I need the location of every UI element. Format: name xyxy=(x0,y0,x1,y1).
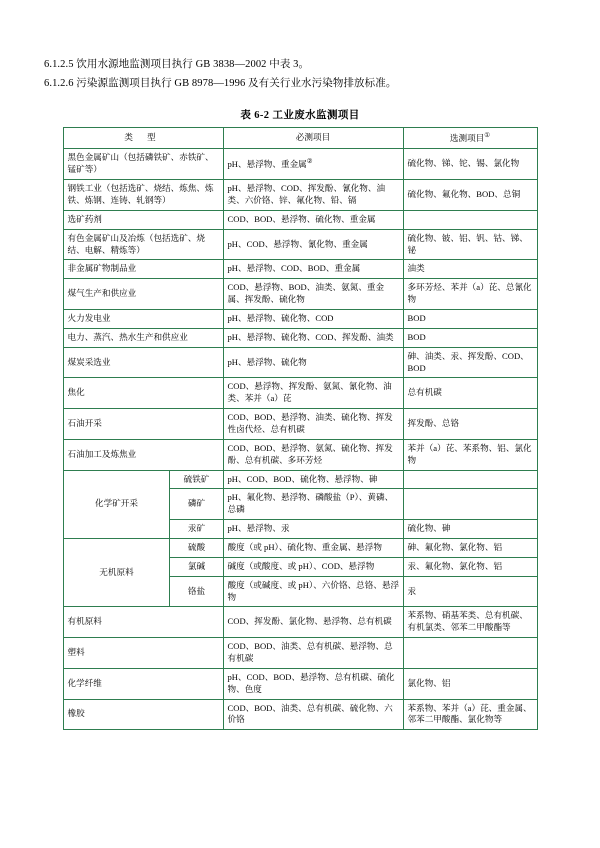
cell-required: pH、悬浮物、COD、BOD、重金属 xyxy=(223,260,403,279)
cell-optional: 多环芳烃、苯并（a）芘、总氰化物 xyxy=(403,279,537,310)
cell-optional: BOD xyxy=(403,328,537,347)
table-row xyxy=(63,149,537,180)
paragraph-6-1-2-6: 6.1.2.6 污染源监测项目执行 GB 8978—1996 及有关行业水污染物排放标准。 xyxy=(44,78,397,90)
cell-subcategory: 氯碱 xyxy=(169,557,223,576)
cell-required: COD、挥发酚、氯化物、悬浮物、总有机碳 xyxy=(223,607,403,638)
table-row xyxy=(63,409,537,440)
table-row xyxy=(63,538,537,557)
cell-optional: 砷、氟化物、氯化物、铝 xyxy=(403,538,537,557)
table-row xyxy=(63,668,537,699)
table-header-row xyxy=(63,127,537,149)
table-row xyxy=(63,180,537,211)
cell-required: pH、悬浮物、硫化物、COD xyxy=(223,309,403,328)
table-caption: 表 6-2 工业废水监测项目 xyxy=(240,109,360,121)
cell-category: 有色金属矿山及冶炼（包括选矿、烧结、电解、精炼等） xyxy=(63,229,223,260)
cell-optional xyxy=(403,470,537,489)
paragraph-6-1-2-5: 6.1.2.5 饮用水源地监测项目执行 GB 3838—2002 中表 3。 xyxy=(44,59,310,70)
cell-optional: 挥发酚、总铬 xyxy=(403,409,537,440)
cell-optional: 苯并（a）芘、苯系物、铝、氯化物 xyxy=(403,439,537,470)
cell-category: 化学纤维 xyxy=(63,668,223,699)
cell-subcategory: 汞矿 xyxy=(169,520,223,539)
cell-optional: 氯化物、铝 xyxy=(403,668,537,699)
table-row xyxy=(63,328,537,347)
cell-optional: 汞 xyxy=(403,576,537,607)
table-row xyxy=(63,378,537,409)
cell-optional: 硫化物、锑、铊、锡、氯化物 xyxy=(403,149,537,180)
cell-required: 酸度（或 pH）、硫化物、重金属、悬浮物 xyxy=(223,538,403,557)
column-header-optional-text: 选测项目 xyxy=(449,132,485,143)
wastewater-monitoring-table xyxy=(63,127,538,731)
column-header-optional xyxy=(403,127,537,149)
cell-required: pH、悬浮物、硫化物、COD、挥发酚、油类 xyxy=(223,328,403,347)
table-row xyxy=(63,439,537,470)
table-body xyxy=(63,149,537,730)
footnote-marker-required: ② xyxy=(306,157,313,165)
table-row xyxy=(63,638,537,669)
table-row xyxy=(63,260,537,279)
cell-category: 火力发电业 xyxy=(63,309,223,328)
cell-optional: BOD xyxy=(403,309,537,328)
cell-optional xyxy=(403,638,537,669)
table-row xyxy=(63,229,537,260)
cell-optional xyxy=(403,210,537,229)
cell-required xyxy=(223,149,403,180)
cell-category: 煤气生产和供应业 xyxy=(63,279,223,310)
cell-optional xyxy=(403,489,537,520)
cell-subcategory: 铬盐 xyxy=(169,576,223,607)
cell-optional: 油类 xyxy=(403,260,537,279)
cell-required: pH、COD、悬浮物、氰化物、重金属 xyxy=(223,229,403,260)
cell-subcategory: 磷矿 xyxy=(169,489,223,520)
table-row xyxy=(63,309,537,328)
cell-category: 石油加工及炼焦业 xyxy=(63,439,223,470)
table-row xyxy=(63,607,537,638)
cell-required: COD、BOD、悬浮物、氨氮、硫化物、挥发酚、总有机碳、多环芳烃 xyxy=(223,439,403,470)
cell-optional: 硫化物、砷 xyxy=(403,520,537,539)
column-header-required: 必测项目 xyxy=(223,127,403,149)
cell-required: 酸度（或碱度、或 pH）、六价铬、总铬、悬浮物 xyxy=(223,576,403,607)
cell-category: 有机原料 xyxy=(63,607,223,638)
cell-category: 黑色金属矿山（包括磷铁矿、赤铁矿、锰矿等） xyxy=(63,149,223,180)
cell-optional: 硫化物、氟化物、BOD、总铜 xyxy=(403,180,537,211)
cell-required: COD、BOD、油类、总有机碳、悬浮物、总有机碳 xyxy=(223,638,403,669)
cell-required: COD、悬浮物、挥发酚、氨氮、氰化物、油类、苯并（a）芘 xyxy=(223,378,403,409)
cell-category: 橡胶 xyxy=(63,699,223,730)
cell-required: pH、COD、BOD、硫化物、悬浮物、砷 xyxy=(223,470,403,489)
table-row xyxy=(63,699,537,730)
cell-optional: 总有机碳 xyxy=(403,378,537,409)
cell-category: 非金属矿物制品业 xyxy=(63,260,223,279)
cell-required: pH、悬浮物、硫化物 xyxy=(223,347,403,378)
cell-required: COD、BOD、油类、总有机碳、硫化物、六价铬 xyxy=(223,699,403,730)
cell-category: 钢铁工业（包括选矿、烧结、炼焦、炼铁、炼钢、连铸、轧钢等） xyxy=(63,180,223,211)
cell-optional: 硫化物、铍、铝、钒、钴、锑、铋 xyxy=(403,229,537,260)
cell-required: COD、悬浮物、BOD、油类、氨氮、重金属、挥发酚、硫化物 xyxy=(223,279,403,310)
cell-required: pH、氟化物、悬浮物、磷酸盐（P）、黄磷、总磷 xyxy=(223,489,403,520)
cell-category: 石油开采 xyxy=(63,409,223,440)
cell-category: 焦化 xyxy=(63,378,223,409)
cell-optional: 砷、油类、汞、挥发酚、COD、BOD xyxy=(403,347,537,378)
column-header-category: 类 型 xyxy=(63,127,223,149)
table-row xyxy=(63,279,537,310)
cell-optional: 汞、氟化物、氯化物、铝 xyxy=(403,557,537,576)
cell-category: 塑料 xyxy=(63,638,223,669)
cell-category: 电力、蒸汽、热水生产和供应业 xyxy=(63,328,223,347)
footnote-marker-optional: ① xyxy=(484,131,491,139)
cell-required-text: pH、悬浮物、重金属 xyxy=(227,158,307,169)
cell-required: pH、COD、BOD、悬浮物、总有机碳、硫化物、色度 xyxy=(223,668,403,699)
table-head xyxy=(63,127,537,149)
table-row xyxy=(63,347,537,378)
cell-subcategory: 硫铁矿 xyxy=(169,470,223,489)
cell-required: COD、BOD、悬浮物、油类、硫化物、挥发性卤代烃、总有机碳 xyxy=(223,409,403,440)
cell-category: 选矿药剂 xyxy=(63,210,223,229)
cell-required: COD、BOD、悬浮物、硫化物、重金属 xyxy=(223,210,403,229)
cell-required: pH、悬浮物、COD、挥发酚、氰化物、油类、六价铬、锌、氟化物、铅、镉 xyxy=(223,180,403,211)
cell-category-group: 无机原料 xyxy=(63,538,169,606)
cell-optional: 苯系物、苯并（a）芘、重金属、邻苯二甲酸酯、氯化物等 xyxy=(403,699,537,730)
cell-category-group: 化学矿开采 xyxy=(63,470,169,538)
cell-required: 碱度（或酸度、或 pH）、COD、悬浮物 xyxy=(223,557,403,576)
cell-required: pH、悬浮物、汞 xyxy=(223,520,403,539)
cell-category: 煤炭采选业 xyxy=(63,347,223,378)
table-row xyxy=(63,210,537,229)
table-row xyxy=(63,470,537,489)
cell-subcategory: 硫酸 xyxy=(169,538,223,557)
cell-optional: 苯系物、硝基苯类、总有机碳、有机氯类、邻苯二甲酸酯等 xyxy=(403,607,537,638)
